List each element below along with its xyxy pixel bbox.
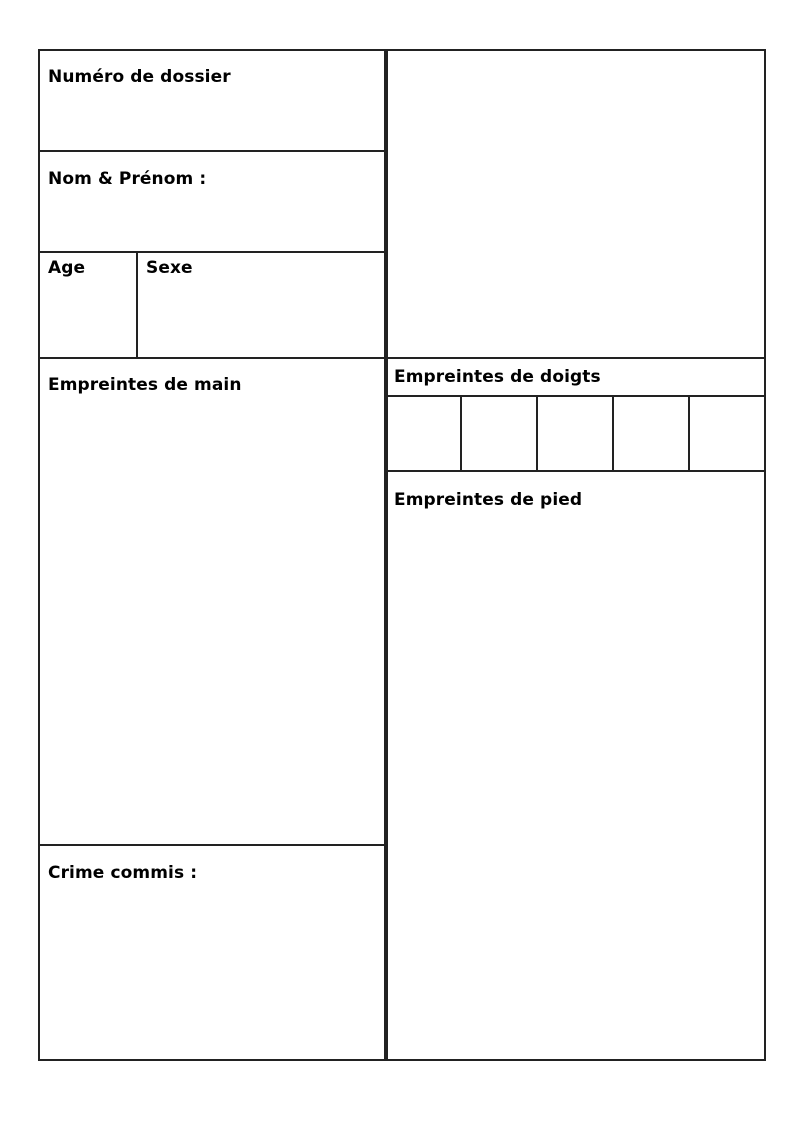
name-field[interactable] <box>38 150 388 253</box>
case-number-label: Numéro de dossier <box>48 67 231 87</box>
age-field[interactable] <box>38 251 138 359</box>
finger-prints-header <box>384 357 766 397</box>
age-label: Age <box>48 258 86 278</box>
sex-label: Sexe <box>146 258 193 278</box>
hand-prints-area[interactable] <box>38 357 388 846</box>
finger-prints-label: Empreintes de doigts <box>394 367 601 387</box>
dossier-form <box>38 49 766 1061</box>
photo-box[interactable] <box>384 49 766 359</box>
finger-print-box-3[interactable] <box>536 395 614 472</box>
finger-print-box-1[interactable] <box>384 395 462 472</box>
case-number-field[interactable] <box>38 49 388 152</box>
crime-label: Crime commis : <box>48 863 198 883</box>
foot-prints-label: Empreintes de pied <box>394 490 583 510</box>
crime-field[interactable] <box>38 844 388 1061</box>
finger-print-box-5[interactable] <box>688 395 766 472</box>
hand-prints-label: Empreintes de main <box>48 375 242 395</box>
finger-print-box-2[interactable] <box>460 395 538 472</box>
name-label: Nom & Prénom : <box>48 169 207 189</box>
sex-field[interactable] <box>136 251 388 359</box>
finger-print-box-4[interactable] <box>612 395 690 472</box>
foot-prints-area[interactable] <box>384 470 766 1061</box>
